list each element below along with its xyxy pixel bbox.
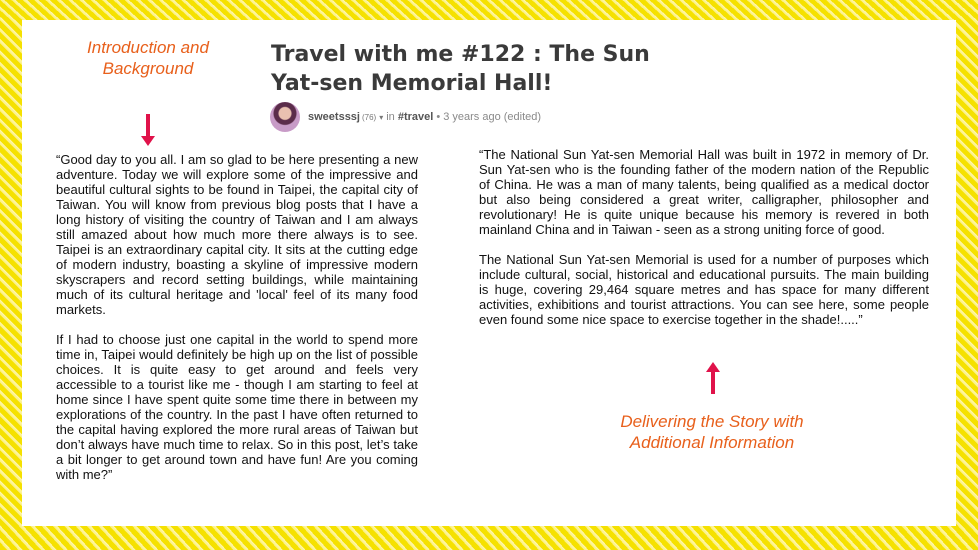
introduction-column [56,152,418,482]
post-title[interactable]: Travel with me #122 : The Sun Yat-sen Memorial Hall! [271,42,650,96]
story-column [479,147,929,327]
intro-paragraph-2: If I had to choose just one capital in the world to spend more time in, Taipei would definitely be high up on the list of possible choices. It is quite easy to get around and feels very accessible to a tourist like me - though I am starting to feel at home since I have spent quite some time there in between my explorations of the country. In the past I have often returned to the capital having explored the more rural areas of Taiwan but don’t always have much time to relax. So in this post, let’s take a bit longer to get around town and have fun! Are you coming with me?” [56,332,418,482]
arrow-down-icon [138,114,158,148]
tag-link[interactable]: #travel [397,111,434,123]
annotation-delivering-story: Delivering the Story with Additional Information [620,412,804,452]
author-link[interactable]: sweetsssj [308,111,360,123]
separator-dot: • [436,111,441,123]
arrow-up-icon [703,362,723,394]
post-time: 3 years ago [443,111,501,123]
edited-label: (edited) [503,111,542,123]
avatar[interactable] [270,102,300,132]
intro-paragraph-1: “Good day to you all. I am so glad to be here presenting a new adventure. Today we will explore some of the impressive and beautiful cultural sights to be found in Taipei, the capital city of Taiwan. You will know from previous blog posts that I have a long history of visiting the country of Taiwan and I am always still amazed about how much more there always is to see. Taipei is an extraordinary capital city. It sits at the cutting edge of modern industry, boasting a skyline of impressive modern skyscrapers and record setting buildings, while maintaining much of its cultural heritage and 'local' feel of its many food markets. [56,152,418,317]
chevron-down-icon[interactable]: ▾ [379,112,384,122]
in-label: in [386,111,395,123]
post-meta [270,102,541,132]
annotation-introduction: Introduction and Background [87,38,209,78]
reputation-badge: (76) [361,112,377,122]
story-paragraph-2: The National Sun Yat-sen Memorial is used for a number of purposes which include cultural, social, historical and educational pursuits. The main building is huge, covering 29,464 square metres and has space for many different activities, exhibitions and tourist attractions. You can see here, some people even found some nice space to exercise together in the shade!.....” [479,252,929,327]
story-paragraph-1: “The National Sun Yat-sen Memorial Hall was built in 1972 in memory of Dr. Sun Yat-sen who is the founding father of the modern nation of the Republic of China. He was a man of many talents, being qualified as a medical doctor but also being considered a great writer, calligrapher, philosopher and revolutionary! He is quite unique because his memory is revered in both mainland China and in Taiwan - seen as a strong uniting force of good. [479,147,929,237]
